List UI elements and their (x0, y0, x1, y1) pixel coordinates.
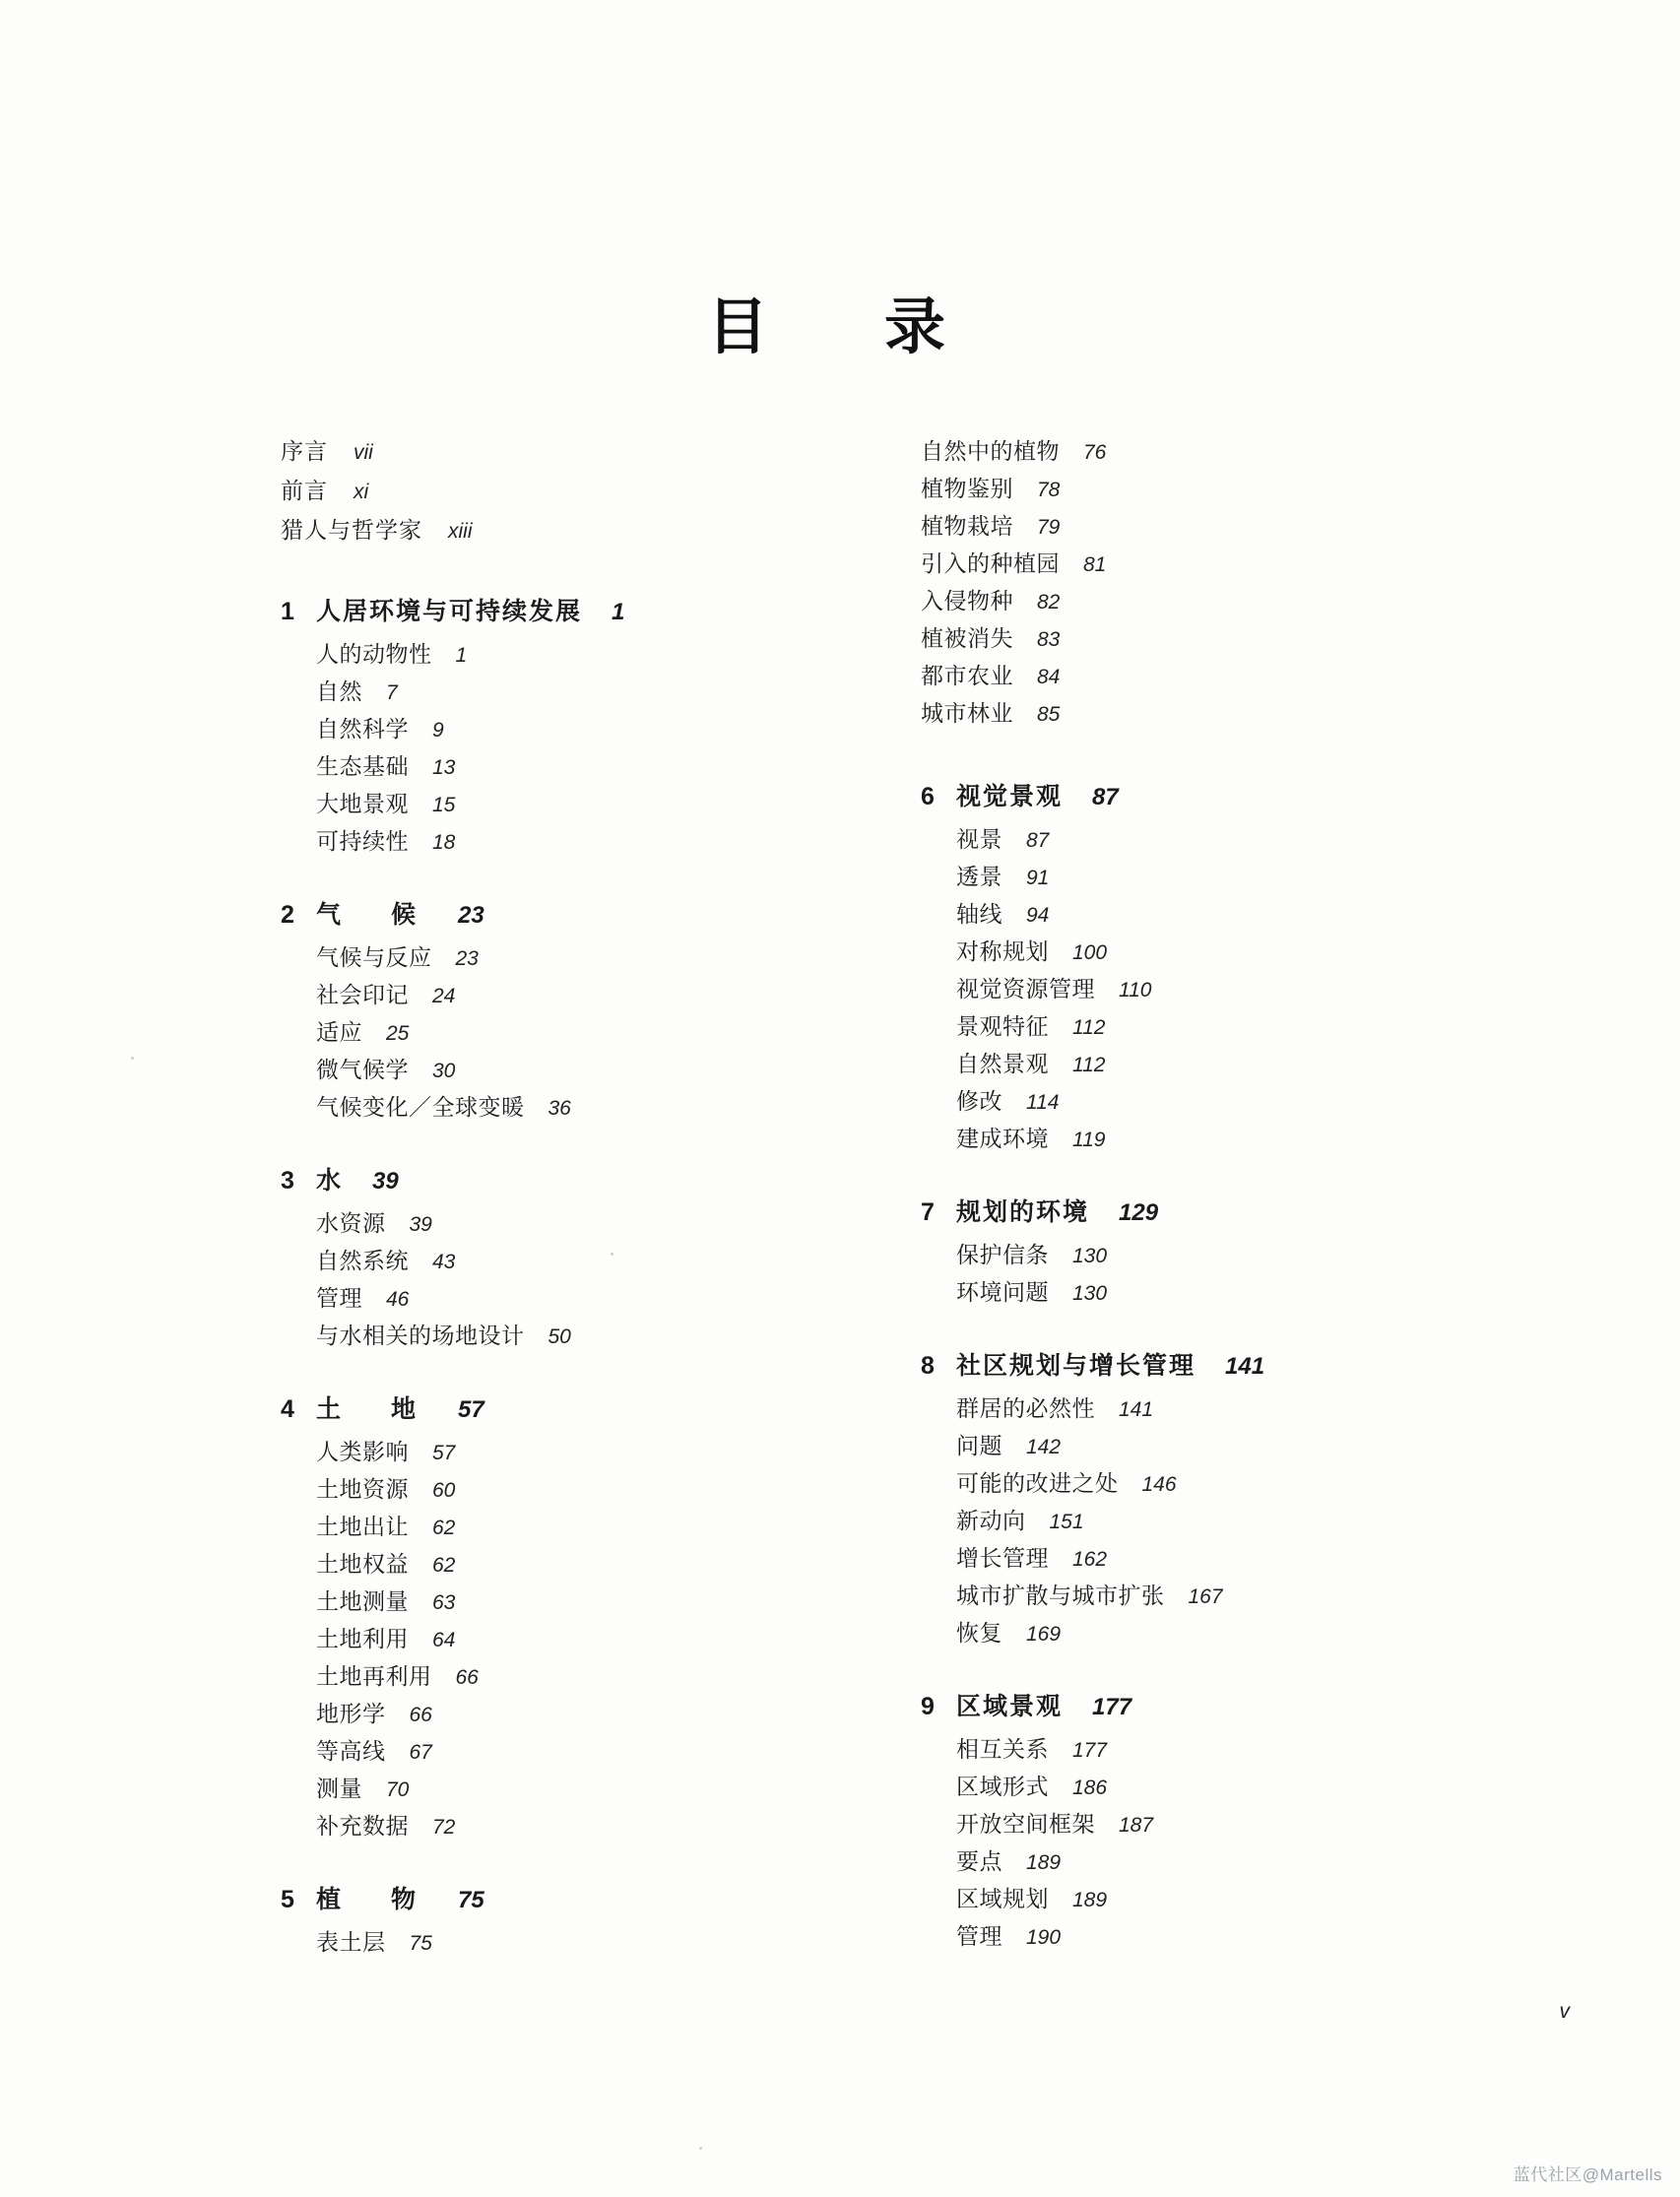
entry-page: 112 (1072, 1054, 1106, 1076)
entry-label: 水资源 (316, 1210, 386, 1236)
entry-page: 36 (548, 1097, 571, 1120)
entry-label: 土地权益 (316, 1551, 409, 1577)
front-matter-page: vii (354, 441, 373, 464)
entry-page: 169 (1026, 1623, 1062, 1646)
list-item[interactable] (956, 821, 1551, 854)
entry-page: 46 (386, 1288, 410, 1311)
list-item[interactable] (921, 658, 1551, 690)
list-item[interactable] (921, 433, 1551, 466)
toc-columns (0, 433, 1680, 2058)
entry-label: 土地再利用 (316, 1663, 432, 1689)
entry-page: 24 (432, 985, 456, 1007)
entry-page: 141 (1119, 1398, 1154, 1421)
entry-page: 100 (1072, 941, 1108, 964)
entry-label: 适应 (316, 1019, 362, 1045)
entry-label: 景观特征 (956, 1013, 1049, 1039)
entry-label: 等高线 (316, 1738, 386, 1764)
chapter-page: 129 (1119, 1199, 1159, 1226)
list-item[interactable] (281, 512, 911, 545)
list-item[interactable] (921, 546, 1551, 578)
chapter-heading[interactable] (281, 1161, 911, 1196)
entry-label: 对称规划 (956, 938, 1049, 964)
toc-column-left (281, 433, 911, 1962)
list-item[interactable] (316, 1621, 911, 1653)
entry-page: 13 (432, 756, 456, 779)
chapter-heading[interactable] (281, 1880, 911, 1915)
chapter-page: 1 (612, 599, 625, 625)
list-item[interactable] (316, 1318, 911, 1350)
entry-page: 130 (1072, 1245, 1108, 1267)
chapter-title: 人居环境与可持续发展 (316, 598, 583, 625)
chapter-page: 75 (458, 1887, 485, 1913)
list-item[interactable] (316, 1924, 911, 1957)
chapter-heading[interactable] (921, 1346, 1551, 1382)
chapter-number: 7 (921, 1198, 935, 1226)
entry-label: 恢复 (956, 1620, 1002, 1646)
entry-label: 区域形式 (956, 1774, 1049, 1799)
list-item[interactable] (281, 473, 911, 505)
entry-page: 25 (386, 1022, 410, 1045)
entry-page: 76 (1083, 441, 1107, 464)
list-item[interactable] (316, 1696, 911, 1728)
chapter-heading[interactable] (281, 895, 911, 931)
chapter-title: 视觉景观 (956, 783, 1064, 810)
entry-label: 土地出让 (316, 1514, 409, 1539)
list-item[interactable] (316, 1205, 911, 1238)
paper-speck (699, 2147, 702, 2150)
entry-page: 83 (1037, 628, 1061, 651)
entry-label: 问题 (956, 1433, 1002, 1458)
entry-label: 气候变化／全球变暖 (316, 1094, 525, 1120)
chapter-title: 土 地 (316, 1395, 429, 1423)
list-item[interactable] (316, 1509, 911, 1541)
chapter-title: 水 (316, 1167, 344, 1195)
chapter-heading[interactable] (921, 1193, 1551, 1228)
entry-page: 23 (455, 947, 479, 970)
list-item[interactable] (956, 1083, 1551, 1116)
entry-page: 189 (1072, 1889, 1108, 1911)
list-item[interactable] (956, 1503, 1551, 1535)
list-item[interactable] (956, 934, 1551, 966)
entry-page: 67 (409, 1741, 432, 1764)
list-item[interactable] (921, 508, 1551, 541)
entry-label: 自然科学 (316, 716, 409, 742)
list-item[interactable] (956, 971, 1551, 1003)
entry-page: 30 (432, 1060, 456, 1082)
entry-page: 39 (409, 1213, 432, 1236)
entry-label: 透景 (956, 864, 1002, 889)
entry-label: 土地测量 (316, 1588, 409, 1614)
list-item[interactable] (956, 1121, 1551, 1153)
entry-page: 162 (1072, 1548, 1108, 1571)
list-item[interactable] (921, 695, 1551, 728)
chapter-block (921, 1346, 1551, 1648)
list-item[interactable] (316, 636, 911, 669)
list-item[interactable] (316, 711, 911, 743)
front-matter-list (281, 433, 911, 545)
entry-label: 要点 (956, 1848, 1002, 1874)
list-item[interactable] (956, 1843, 1551, 1876)
list-item[interactable] (316, 1583, 911, 1616)
entry-label: 植物栽培 (921, 513, 1013, 539)
entry-label: 可能的改进之处 (956, 1470, 1119, 1496)
entry-page: 151 (1049, 1511, 1084, 1533)
list-item[interactable] (316, 823, 911, 856)
entry-page: 78 (1037, 479, 1061, 501)
chapter-number: 2 (281, 901, 294, 929)
list-item[interactable] (956, 1918, 1551, 1951)
chapter-number: 3 (281, 1167, 294, 1195)
list-item[interactable] (316, 1052, 911, 1084)
chapter-heading[interactable] (281, 1389, 911, 1425)
front-matter-page: xiii (448, 520, 473, 543)
chapter-heading[interactable] (921, 1687, 1551, 1722)
entry-page: 186 (1072, 1777, 1108, 1799)
list-item[interactable] (956, 1881, 1551, 1913)
list-item[interactable] (956, 1428, 1551, 1460)
entry-label: 引入的种植园 (921, 550, 1060, 576)
entry-page: 7 (386, 681, 398, 704)
entry-label: 相互关系 (956, 1736, 1049, 1762)
entry-label: 管理 (956, 1923, 1002, 1949)
entry-page: 82 (1037, 591, 1061, 614)
list-item[interactable] (956, 1806, 1551, 1839)
entry-label: 都市农业 (921, 663, 1013, 688)
entry-label: 测量 (316, 1776, 362, 1801)
chapter-title: 气 候 (316, 901, 429, 929)
front-matter-label: 前言 (281, 478, 328, 503)
entry-label: 城市林业 (921, 700, 1013, 726)
entry-page: 1 (455, 644, 468, 667)
chapter-number: 8 (921, 1352, 935, 1380)
entry-page: 84 (1037, 666, 1061, 688)
entry-label: 建成环境 (956, 1126, 1049, 1151)
chapter-continued-list (921, 433, 1551, 728)
list-item[interactable] (316, 1471, 911, 1504)
list-item[interactable] (316, 1014, 911, 1047)
chapter-page: 87 (1092, 784, 1119, 810)
entry-label: 视景 (956, 826, 1002, 852)
entry-page: 79 (1037, 516, 1061, 539)
entry-page: 18 (432, 831, 456, 854)
chapter-title: 区域景观 (956, 1693, 1064, 1720)
entry-label: 植被消失 (921, 625, 1013, 651)
chapter-block (281, 1880, 911, 1957)
entry-page: 63 (432, 1591, 456, 1614)
entry-page: 62 (432, 1517, 456, 1539)
list-item[interactable] (956, 1465, 1551, 1498)
chapter-page: 39 (372, 1168, 399, 1195)
entry-label: 人的动物性 (316, 641, 432, 667)
list-item[interactable] (956, 1046, 1551, 1078)
chapter-page: 141 (1225, 1353, 1265, 1380)
entry-label: 入侵物种 (921, 588, 1013, 614)
list-item[interactable] (956, 1615, 1551, 1648)
chapter-block (281, 592, 911, 856)
list-item[interactable] (316, 1280, 911, 1313)
entry-page: 75 (409, 1932, 432, 1955)
page-title: 目 录 (706, 293, 973, 361)
chapter-block (281, 1161, 911, 1350)
list-item[interactable] (956, 1731, 1551, 1764)
entry-label: 新动向 (956, 1508, 1026, 1533)
entry-label: 社会印记 (316, 982, 409, 1007)
entry-label: 城市扩散与城市扩张 (956, 1583, 1165, 1608)
front-matter-label: 猎人与哲学家 (281, 517, 422, 543)
front-matter-label: 序言 (281, 438, 328, 464)
entry-label: 自然 (316, 678, 362, 704)
chapter-number: 1 (281, 598, 294, 625)
watermark-text: 蓝代社区@Martells (1513, 2165, 1662, 2184)
chapter-block (921, 777, 1551, 1153)
entry-page: 91 (1026, 867, 1050, 889)
entry-label: 大地景观 (316, 791, 409, 816)
entry-page: 81 (1083, 553, 1107, 576)
list-item[interactable] (316, 674, 911, 706)
entry-label: 地形学 (316, 1701, 386, 1726)
entry-label: 视觉资源管理 (956, 976, 1095, 1002)
entry-label: 自然中的植物 (921, 438, 1060, 464)
entry-label: 与水相关的场地设计 (316, 1323, 525, 1348)
entry-label: 气候与反应 (316, 944, 432, 970)
chapter-page: 23 (458, 902, 485, 929)
list-item[interactable] (316, 1243, 911, 1275)
entry-page: 57 (432, 1442, 456, 1464)
list-item[interactable] (956, 859, 1551, 891)
entry-page: 50 (548, 1325, 571, 1348)
entry-label: 植物鉴别 (921, 476, 1013, 501)
entry-page: 9 (432, 719, 444, 742)
entry-label: 开放空间框架 (956, 1811, 1095, 1837)
entry-label: 表土层 (316, 1929, 386, 1955)
list-item[interactable] (956, 1769, 1551, 1801)
chapter-heading[interactable] (921, 777, 1551, 812)
entry-page: 85 (1037, 703, 1061, 726)
entry-page: 189 (1026, 1851, 1062, 1874)
list-item[interactable] (316, 1434, 911, 1466)
chapter-title: 规划的环境 (956, 1198, 1090, 1226)
chapter-block (281, 1389, 911, 1841)
list-item[interactable] (316, 977, 911, 1009)
entry-label: 土地资源 (316, 1476, 409, 1502)
list-item[interactable] (316, 748, 911, 781)
chapter-number: 9 (921, 1693, 935, 1720)
entry-label: 微气候学 (316, 1057, 409, 1082)
chapter-number: 6 (921, 783, 935, 810)
entry-page: 66 (455, 1666, 479, 1689)
chapter-page: 57 (458, 1396, 485, 1423)
list-item[interactable] (956, 1578, 1551, 1610)
chapter-block (921, 1687, 1551, 1951)
entry-label: 保护信条 (956, 1242, 1049, 1267)
entry-page: 112 (1072, 1016, 1106, 1039)
chapter-title: 植 物 (316, 1886, 429, 1913)
entry-label: 管理 (316, 1285, 362, 1311)
entry-label: 环境问题 (956, 1279, 1049, 1305)
list-item[interactable] (316, 1089, 911, 1122)
entry-page: 15 (432, 794, 456, 816)
list-item[interactable] (921, 620, 1551, 653)
chapter-page: 177 (1092, 1694, 1132, 1720)
chapter-block (281, 895, 911, 1122)
list-item[interactable] (956, 1274, 1551, 1307)
list-item[interactable] (316, 1658, 911, 1691)
entry-page: 64 (432, 1629, 456, 1651)
list-item[interactable] (956, 1540, 1551, 1573)
entry-page: 66 (409, 1704, 432, 1726)
list-item[interactable] (921, 471, 1551, 503)
list-item[interactable] (316, 786, 911, 818)
list-item[interactable] (316, 1808, 911, 1841)
entry-label: 自然景观 (956, 1051, 1049, 1076)
entry-page: 94 (1026, 904, 1050, 927)
entry-page: 119 (1072, 1129, 1106, 1151)
entry-label: 可持续性 (316, 828, 409, 854)
entry-page: 72 (432, 1816, 456, 1839)
front-matter-page: xi (354, 481, 369, 503)
entry-label: 轴线 (956, 901, 1002, 927)
page-folio: v (1559, 2000, 1570, 2023)
entry-label: 群居的必然性 (956, 1395, 1095, 1421)
entry-page: 60 (432, 1479, 456, 1502)
list-item[interactable] (316, 1733, 911, 1766)
entry-page: 146 (1141, 1473, 1177, 1496)
chapter-heading[interactable] (281, 592, 911, 627)
entry-page: 62 (432, 1554, 456, 1577)
chapter-title: 社区规划与增长管理 (956, 1352, 1196, 1380)
entry-page: 177 (1072, 1739, 1108, 1762)
list-item[interactable] (316, 1546, 911, 1579)
list-item[interactable] (956, 896, 1551, 929)
list-item[interactable] (956, 1390, 1551, 1423)
chapter-number: 5 (281, 1886, 294, 1913)
entry-page: 142 (1026, 1436, 1062, 1458)
entry-label: 修改 (956, 1088, 1002, 1114)
entry-label: 土地利用 (316, 1626, 409, 1651)
list-item[interactable] (316, 1771, 911, 1803)
entry-page: 130 (1072, 1282, 1108, 1305)
entry-page: 114 (1026, 1091, 1060, 1114)
entry-page: 167 (1188, 1585, 1223, 1608)
list-item[interactable] (921, 583, 1551, 615)
entry-page: 87 (1026, 829, 1050, 852)
list-item[interactable] (281, 433, 911, 466)
entry-label: 增长管理 (956, 1545, 1049, 1571)
entry-label: 区域规划 (956, 1886, 1049, 1911)
entry-label: 人类影响 (316, 1439, 409, 1464)
entry-label: 补充数据 (316, 1813, 409, 1839)
entry-page: 43 (432, 1251, 456, 1273)
entry-label: 生态基础 (316, 753, 409, 779)
list-item[interactable] (956, 1008, 1551, 1041)
entry-page: 110 (1119, 979, 1152, 1002)
toc-column-right (921, 433, 1551, 1956)
entry-page: 187 (1119, 1814, 1154, 1837)
entry-label: 自然系统 (316, 1248, 409, 1273)
entry-page: 70 (386, 1778, 410, 1801)
list-item[interactable] (316, 939, 911, 972)
chapter-number: 4 (281, 1395, 294, 1423)
entry-page: 190 (1026, 1926, 1062, 1949)
list-item[interactable] (956, 1237, 1551, 1269)
chapter-block (921, 1193, 1551, 1307)
